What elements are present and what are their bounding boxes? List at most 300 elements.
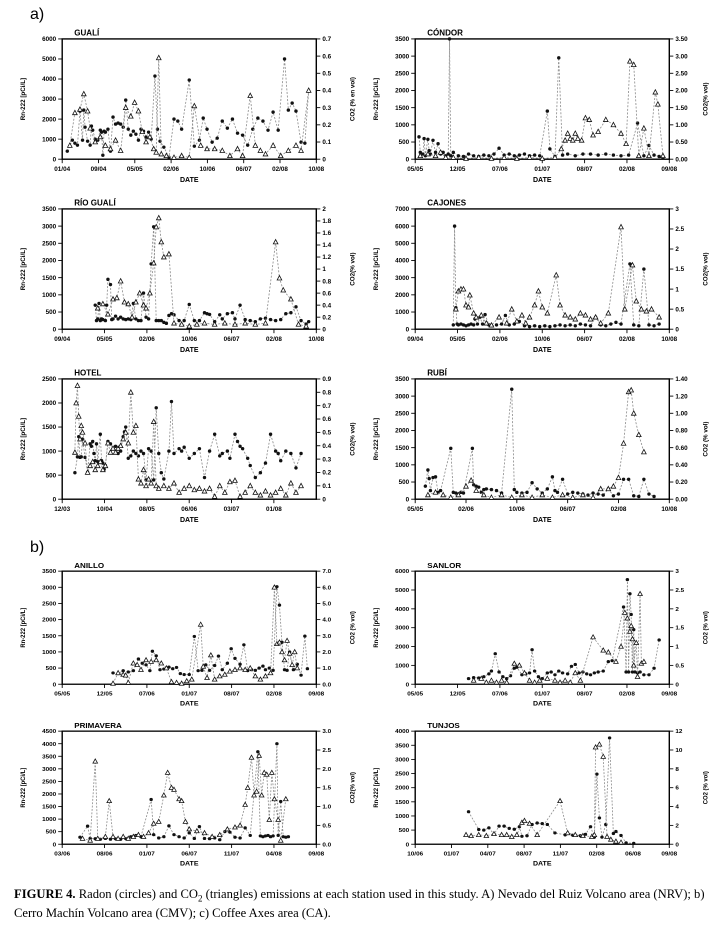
left-tick-label: 500 — [45, 472, 57, 480]
co2-point-marker — [111, 681, 116, 685]
co2-point-marker — [478, 313, 483, 317]
co2-point-marker — [107, 799, 112, 803]
co2-point-marker — [254, 789, 259, 793]
co2-point-marker — [631, 411, 636, 415]
radon-point-marker — [155, 406, 158, 409]
co2-point-marker — [600, 754, 605, 758]
right-tick-label: 1.0 — [322, 665, 332, 673]
radon-point-marker — [487, 826, 490, 829]
co2-point-marker — [636, 432, 641, 436]
radon-point-marker — [461, 155, 464, 158]
co2-point-marker — [558, 146, 563, 150]
radon-point-marker — [571, 491, 574, 494]
radon-point-marker — [249, 319, 252, 322]
right-tick-label: 2.5 — [322, 747, 332, 754]
radon-point-marker — [109, 283, 112, 286]
radon-point-marker — [604, 152, 607, 155]
left-tick-label: 0 — [405, 841, 409, 849]
left-tick-label: 2000 — [42, 400, 57, 408]
radon-point-marker — [152, 833, 155, 836]
right-tick-label: 0.5 — [322, 70, 332, 78]
co2-point-marker — [606, 311, 611, 315]
right-tick-label: 0.4 — [322, 87, 332, 95]
radon-point-marker — [289, 452, 292, 455]
co2-point-marker — [156, 215, 161, 219]
right-tick-label: 2.5 — [674, 587, 684, 594]
radon-point-marker — [238, 836, 241, 839]
radon-point-marker — [259, 317, 262, 320]
radon-point-marker — [104, 319, 107, 322]
co2-point-marker — [253, 322, 258, 326]
right-tick-label: 2.5 — [674, 226, 684, 234]
radon-point-marker — [573, 663, 576, 666]
co2-point-marker — [121, 834, 126, 838]
chart-title-tunjos: TUNJOS — [426, 721, 460, 730]
left-tick-label: 2000 — [394, 87, 409, 95]
radon-point-marker — [172, 313, 175, 316]
radon-point-marker — [512, 154, 515, 157]
radon-point-marker — [238, 303, 241, 306]
radon-point-marker — [569, 665, 572, 668]
chart-canvas-anillo — [16, 559, 363, 716]
radon-point-marker — [560, 478, 563, 481]
radon-point-marker — [213, 664, 216, 667]
co2-point-marker — [116, 671, 121, 675]
co2-point-marker — [172, 481, 177, 485]
right-axis-label: CO2 (% vol) — [701, 421, 709, 457]
chart-title-primavera: PRIMAVERA — [74, 721, 122, 730]
radon-point-marker — [279, 318, 282, 321]
co2-point-marker — [167, 252, 172, 256]
x-tick-label: 09/08 — [660, 166, 677, 174]
radon-point-marker — [456, 154, 459, 157]
right-tick-label: 6 — [674, 784, 679, 792]
co2-point-marker — [290, 663, 295, 667]
co2-point-marker — [123, 105, 128, 109]
co2-point-marker — [655, 102, 660, 106]
x-axis-label: DATE — [179, 517, 199, 525]
plot-frame — [62, 209, 316, 329]
co2-point-marker — [618, 224, 623, 228]
x-axis-label: DATE — [532, 700, 552, 708]
radon-point-marker — [299, 319, 302, 322]
x-tick-label: 03/06 — [54, 850, 71, 858]
radon-point-marker — [171, 667, 174, 670]
radon-point-marker — [532, 324, 535, 327]
radon-point-marker — [88, 143, 91, 146]
co2-point-marker — [545, 311, 550, 315]
radon-point-marker — [114, 445, 117, 448]
co2-point-marker — [299, 483, 304, 487]
co2-point-marker — [253, 143, 258, 147]
left-tick-label: 0 — [405, 681, 409, 689]
radon-point-marker — [560, 671, 563, 674]
co2-point-marker — [598, 486, 603, 490]
x-tick-label: 10/04 — [96, 506, 113, 514]
right-tick-label: 0.60 — [674, 444, 688, 452]
co2-point-marker — [209, 653, 214, 657]
x-tick-label: 05/05 — [406, 690, 423, 698]
radon-point-marker — [271, 669, 274, 672]
right-tick-label: 0.5 — [674, 662, 684, 670]
radon-point-marker — [573, 324, 576, 327]
co2-point-marker — [223, 490, 228, 494]
radon-point-marker — [601, 669, 604, 672]
radon-point-marker — [466, 677, 469, 680]
right-tick-label: 0.4 — [322, 302, 332, 310]
radon-point-marker — [193, 452, 196, 455]
left-tick-label: 2500 — [42, 778, 57, 786]
chart-title-anillo: ANILLO — [74, 561, 105, 570]
co2-point-marker — [578, 311, 583, 315]
right-tick-label: 0.8 — [322, 278, 332, 286]
radon-point-marker — [153, 74, 156, 77]
co2-point-marker — [151, 821, 156, 825]
radon-point-marker — [294, 109, 297, 112]
co2-point-marker — [527, 678, 532, 682]
right-tick-label: 1.20 — [674, 393, 688, 401]
x-axis-label: DATE — [179, 860, 199, 868]
co2-point-marker — [238, 823, 243, 827]
radon-point-marker — [71, 138, 74, 141]
right-tick-label: 0.3 — [322, 104, 332, 112]
radon-point-marker — [172, 833, 175, 836]
co2-point-marker — [649, 307, 654, 311]
co2-point-marker — [128, 114, 133, 118]
radon-point-marker — [647, 492, 650, 495]
left-tick-label: 5000 — [42, 56, 57, 64]
x-tick-label: 08/05 — [138, 506, 155, 514]
left-tick-label: 3500 — [42, 206, 57, 214]
chart-canvas-guali — [16, 26, 363, 193]
right-axis-label: CO2 (% vol) — [701, 771, 710, 805]
co2-point-marker — [590, 635, 595, 639]
radon-point-marker — [198, 825, 201, 828]
left-tick-label: 2000 — [394, 292, 409, 300]
radon-point-marker — [208, 449, 211, 452]
co2-point-marker — [621, 441, 626, 445]
radon-point-marker — [193, 635, 196, 638]
radon-point-marker — [101, 154, 104, 157]
co2-point-marker — [560, 492, 565, 496]
chart-rubi — [369, 366, 716, 533]
left-tick-label: 1000 — [42, 292, 57, 300]
x-tick-label: 12/03 — [54, 506, 71, 514]
left-tick-label: 3000 — [42, 223, 57, 231]
radon-point-marker — [99, 433, 102, 436]
radon-point-marker — [106, 127, 109, 130]
chart-primavera — [16, 719, 363, 876]
right-tick-label: 0.4 — [322, 442, 332, 450]
x-tick-label: 02/06 — [457, 506, 474, 514]
co2-point-marker — [79, 423, 84, 427]
radon-point-marker — [499, 322, 502, 325]
right-tick-label: 0.50 — [674, 139, 688, 147]
radon-point-marker — [162, 477, 165, 480]
radon-point-marker — [510, 388, 513, 391]
co2-point-marker — [179, 153, 184, 157]
right-tick-label: 1 — [674, 643, 679, 651]
radon-point-marker — [497, 670, 500, 673]
radon-point-marker — [287, 108, 290, 111]
left-tick-label: 1000 — [42, 136, 57, 144]
radon-point-marker — [555, 491, 558, 494]
series-line-co2 — [98, 218, 306, 326]
co2-point-marker — [562, 678, 567, 682]
radon-point-marker — [218, 313, 221, 316]
radon-point-marker — [637, 495, 640, 498]
co2-point-marker — [183, 819, 188, 823]
x-tick-label: 01/07 — [443, 850, 459, 858]
right-tick-label: 0.00 — [674, 156, 688, 164]
co2-point-marker — [641, 449, 646, 453]
left-tick-label: 2500 — [394, 770, 409, 778]
co2-point-marker — [572, 671, 577, 675]
co2-point-marker — [78, 107, 83, 111]
right-tick-label: 2.0 — [322, 649, 332, 656]
co2-point-marker — [154, 658, 159, 662]
radon-point-marker — [111, 115, 114, 118]
co2-point-marker — [217, 483, 222, 487]
radon-point-marker — [274, 319, 277, 322]
x-tick-label: 10/06 — [199, 166, 216, 174]
radon-point-marker — [90, 445, 93, 448]
radon-point-marker — [638, 670, 641, 673]
radon-point-marker — [611, 494, 614, 497]
radon-point-marker — [287, 835, 290, 838]
radon-point-marker — [202, 116, 205, 119]
radon-point-marker — [233, 317, 236, 320]
radon-point-marker — [104, 130, 107, 133]
left-tick-label: 3500 — [42, 568, 57, 576]
radon-point-marker — [241, 447, 244, 450]
left-tick-label: 500 — [45, 309, 57, 317]
chart-canvas-rubi — [369, 366, 716, 533]
co2-point-marker — [627, 59, 632, 63]
radon-point-marker — [592, 671, 595, 674]
radon-point-marker — [299, 674, 302, 677]
co2-point-marker — [268, 493, 273, 497]
x-tick-label: 02/08 — [588, 850, 605, 858]
co2-point-marker — [285, 638, 290, 642]
co2-point-marker — [283, 797, 288, 801]
co2-point-marker — [476, 155, 481, 159]
left-tick-label: 3000 — [394, 756, 409, 764]
radon-point-marker — [507, 152, 510, 155]
chart-title-sanlor: SANLOR — [426, 561, 461, 570]
x-tick-label: 01/07 — [533, 690, 550, 698]
radon-point-marker — [487, 672, 490, 675]
right-tick-label: 1.5 — [322, 784, 332, 792]
right-tick-label: 3.0 — [322, 633, 332, 640]
co2-point-marker — [136, 109, 141, 113]
co2-point-marker — [557, 303, 562, 307]
x-tick-label: 11/07 — [223, 850, 240, 858]
radon-point-marker — [203, 837, 206, 840]
co2-point-marker — [162, 483, 167, 487]
radon-point-marker — [466, 810, 469, 813]
right-axis-label: CO2 (% vol) — [349, 611, 357, 645]
series-line-co2 — [427, 390, 643, 497]
x-tick-label: 09/08 — [660, 690, 677, 698]
radon-point-marker — [175, 666, 178, 669]
right-axis-label: CO2(% vol) — [701, 82, 709, 116]
radon-point-marker — [213, 433, 216, 436]
co2-point-marker — [294, 490, 299, 494]
co2-point-marker — [616, 475, 621, 479]
right-tick-label: 7.0 — [322, 568, 332, 576]
co2-point-marker — [511, 661, 516, 665]
radon-point-marker — [132, 129, 135, 132]
left-tick-label: 1000 — [394, 662, 409, 670]
x-tick-label: 09/08 — [308, 690, 325, 698]
radon-point-marker — [616, 492, 619, 495]
co2-point-marker — [281, 288, 286, 292]
radon-point-marker — [95, 442, 98, 445]
radon-point-marker — [111, 317, 114, 320]
co2-point-marker — [509, 307, 514, 311]
right-tick-label: 0.2 — [322, 314, 332, 322]
radon-point-marker — [129, 454, 132, 457]
radon-point-marker — [494, 323, 497, 326]
radon-point-marker — [94, 303, 97, 306]
co2-point-marker — [159, 152, 164, 156]
x-tick-label: 10/08 — [308, 336, 325, 344]
right-tick-label: 0 — [674, 681, 679, 689]
co2-point-marker — [126, 680, 131, 684]
chart-canvas-cajones — [369, 196, 716, 363]
radon-point-marker — [624, 841, 627, 844]
radon-point-marker — [530, 648, 533, 651]
radon-point-marker — [229, 647, 232, 650]
radon-point-marker — [231, 311, 234, 314]
radon-point-marker — [553, 673, 556, 676]
co2-point-marker — [212, 677, 217, 681]
right-tick-label: 0 — [674, 326, 679, 334]
radon-point-marker — [162, 145, 165, 148]
radon-point-marker — [137, 657, 140, 660]
left-tick-label: 500 — [45, 828, 57, 836]
radon-point-marker — [256, 116, 259, 119]
radon-point-marker — [482, 675, 485, 678]
radon-point-marker — [588, 152, 591, 155]
x-tick-label: 07/06 — [138, 690, 155, 698]
radon-point-marker — [149, 798, 152, 801]
right-tick-label: 0 — [322, 326, 326, 334]
radon-point-marker — [545, 823, 548, 826]
radon-point-marker — [565, 152, 568, 155]
co2-point-marker — [501, 155, 506, 159]
co2-point-marker — [85, 109, 90, 113]
radon-point-marker — [221, 668, 224, 671]
radon-point-marker — [278, 603, 281, 606]
radon-point-marker — [548, 325, 551, 328]
radon-point-marker — [611, 153, 614, 156]
co2-point-marker — [635, 674, 640, 678]
co2-point-marker — [496, 315, 501, 319]
x-tick-label: 02/08 — [618, 336, 635, 344]
x-tick-label: 10/06 — [533, 336, 550, 344]
radon-point-marker — [221, 119, 224, 122]
right-tick-label: 0.0 — [322, 841, 332, 849]
co2-point-marker — [283, 493, 288, 497]
radon-point-marker — [642, 267, 645, 270]
right-tick-label: 3 — [674, 568, 679, 576]
x-tick-label: 06/07 — [235, 166, 252, 174]
radon-point-marker — [127, 670, 130, 673]
radon-point-marker — [502, 825, 505, 828]
chart-canvas-rio-guali — [16, 196, 363, 363]
radon-point-marker — [167, 449, 170, 452]
x-tick-label: 09/04 — [406, 336, 423, 344]
left-tick-label: 7000 — [394, 206, 409, 214]
co2-point-marker — [118, 148, 123, 152]
radon-point-marker — [196, 669, 199, 672]
right-tick-label: 0.6 — [322, 290, 332, 298]
radon-point-marker — [198, 319, 201, 322]
radon-point-marker — [127, 127, 130, 130]
co2-point-marker — [248, 666, 253, 670]
right-tick-label: 0.20 — [674, 479, 688, 487]
radon-point-marker — [558, 323, 561, 326]
left-tick-label: 1000 — [394, 122, 409, 130]
radon-point-marker — [515, 491, 518, 494]
radon-point-marker — [124, 425, 127, 428]
co2-point-marker — [217, 674, 222, 678]
co2-point-marker — [570, 495, 575, 499]
right-tick-label: 0 — [322, 496, 326, 504]
co2-point-marker — [68, 143, 73, 147]
co2-point-marker — [278, 838, 283, 842]
radon-point-marker — [427, 477, 430, 480]
radon-point-marker — [285, 669, 288, 672]
right-tick-label: 0.9 — [322, 376, 332, 384]
radon-point-marker — [652, 495, 655, 498]
co2-point-marker — [189, 677, 194, 681]
radon-point-marker — [484, 487, 487, 490]
co2-point-marker — [588, 317, 593, 321]
co2-point-marker — [565, 831, 570, 835]
co2-point-marker — [187, 827, 192, 831]
radon-point-marker — [626, 153, 629, 156]
left-tick-label: 3000 — [42, 96, 57, 104]
radon-point-marker — [647, 323, 650, 326]
co2-point-marker — [527, 315, 532, 319]
radon-point-marker — [545, 487, 548, 490]
co2-point-marker — [468, 833, 473, 837]
radon-point-marker — [512, 488, 515, 491]
radon-point-marker — [254, 476, 257, 479]
x-tick-label: 06/07 — [223, 336, 240, 344]
co2-point-marker — [519, 313, 524, 317]
right-tick-label: 4 — [674, 803, 679, 811]
co2-point-marker — [514, 832, 519, 836]
radon-point-marker — [238, 445, 241, 448]
radon-point-marker — [438, 489, 441, 492]
x-tick-label: 07/06 — [491, 690, 508, 698]
co2-point-marker — [572, 131, 577, 135]
x-tick-label: 09/04 — [90, 166, 107, 174]
radon-point-marker — [151, 650, 154, 653]
co2-point-marker — [273, 240, 278, 244]
radon-point-marker — [428, 489, 431, 492]
radon-point-marker — [243, 826, 246, 829]
co2-point-marker — [603, 117, 608, 121]
radon-point-marker — [218, 454, 221, 457]
chart-canvas-tunjos — [369, 719, 716, 876]
series-line-rn-222 — [468, 738, 633, 843]
radon-point-marker — [601, 493, 604, 496]
